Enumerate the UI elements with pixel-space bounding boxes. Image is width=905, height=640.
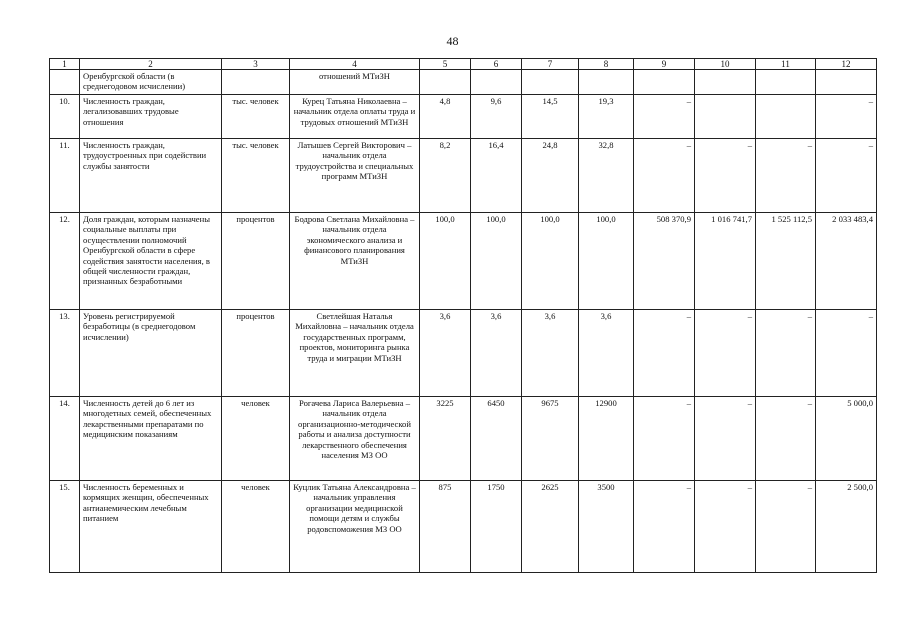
- value-cell: [522, 70, 579, 95]
- row-number: [50, 70, 80, 95]
- value-cell: 2 500,0: [816, 481, 877, 573]
- value-cell: 16,4: [471, 139, 522, 213]
- value-cell: [471, 70, 522, 95]
- row-number: 14.: [50, 397, 80, 481]
- column-number: 7: [522, 59, 579, 70]
- table-row: [50, 95, 877, 139]
- column-number: 1: [50, 59, 80, 70]
- value-cell: –: [634, 310, 695, 397]
- row-number: 13.: [50, 310, 80, 397]
- value-cell: 9,6: [471, 95, 522, 139]
- table-row: [50, 213, 877, 310]
- value-cell: [756, 95, 816, 139]
- column-number: 2: [80, 59, 222, 70]
- unit-of-measure: человек: [222, 397, 290, 481]
- responsible-person: отношений МТиЗН: [290, 70, 420, 95]
- value-cell: –: [695, 139, 756, 213]
- value-cell: 3500: [579, 481, 634, 573]
- responsible-person: Латышев Сергей Викторович – начальник отдела трудоустройства и специальных программ МТиЗН: [290, 139, 420, 213]
- page-number: 48: [446, 34, 459, 48]
- value-cell: 3,6: [420, 310, 471, 397]
- column-number: 3: [222, 59, 290, 70]
- row-number: 12.: [50, 213, 80, 310]
- value-cell: –: [756, 139, 816, 213]
- responsible-person: Светлейшая Наталья Михайловна – начальник отдела государственных программ, проектов, мониторинга рынка труда и миграции МТиЗН: [290, 310, 420, 397]
- value-cell: 6450: [471, 397, 522, 481]
- value-cell: 12900: [579, 397, 634, 481]
- value-cell: –: [695, 397, 756, 481]
- unit-of-measure: тыс. человек: [222, 95, 290, 139]
- indicator-name: Доля граждан, которым назначены социальные выплаты при осуществлении полномочий Оренбургской области в сфере содействия занятости населения, в общей численности граждан, признанных безработными: [80, 213, 222, 310]
- value-cell: 19,3: [579, 95, 634, 139]
- table-row: [50, 139, 877, 213]
- value-cell: 100,0: [579, 213, 634, 310]
- indicators-table: [49, 58, 877, 573]
- value-cell: 9675: [522, 397, 579, 481]
- value-cell: –: [634, 95, 695, 139]
- value-cell: 100,0: [420, 213, 471, 310]
- value-cell: 8,2: [420, 139, 471, 213]
- table-row: [50, 310, 877, 397]
- column-number: 10: [695, 59, 756, 70]
- indicator-name: Численность беременных и кормящих женщин, обеспеченных антианемическим лечебным питанием: [80, 481, 222, 573]
- value-cell: 24,8: [522, 139, 579, 213]
- row-number: 10.: [50, 95, 80, 139]
- value-cell: 875: [420, 481, 471, 573]
- value-cell: 32,8: [579, 139, 634, 213]
- column-number: 5: [420, 59, 471, 70]
- value-cell: 3,6: [579, 310, 634, 397]
- value-cell: –: [695, 481, 756, 573]
- value-cell: [756, 70, 816, 95]
- value-cell: 3,6: [471, 310, 522, 397]
- responsible-person: Куцлик Татьяна Александровна – начальник управления организации медицинской помощи детям и службы родовспоможения МЗ ОО: [290, 481, 420, 573]
- unit-of-measure: процентов: [222, 310, 290, 397]
- unit-of-measure: [222, 70, 290, 95]
- indicator-name: Численность детей до 6 лет из многодетных семей, обеспеченных лекарственными препаратами по медицинским показаниям: [80, 397, 222, 481]
- unit-of-measure: тыс. человек: [222, 139, 290, 213]
- responsible-person: Бодрова Светлана Михайловна – начальник отдела экономического анализа и финансового планирования МТиЗН: [290, 213, 420, 310]
- value-cell: 2625: [522, 481, 579, 573]
- value-cell: [695, 70, 756, 95]
- value-cell: [634, 70, 695, 95]
- value-cell: 100,0: [522, 213, 579, 310]
- column-number: 4: [290, 59, 420, 70]
- value-cell: 508 370,9: [634, 213, 695, 310]
- responsible-person: Курец Татьяна Николаевна – начальник отдела оплаты труда и трудовых отношений МТиЗН: [290, 95, 420, 139]
- value-cell: [816, 70, 877, 95]
- value-cell: 3225: [420, 397, 471, 481]
- column-number: 6: [471, 59, 522, 70]
- responsible-person: Рогачева Лариса Валерьевна – начальник отдела организационно-методической работы и анализа доступности лекарственного обеспечения населения МЗ ОО: [290, 397, 420, 481]
- value-cell: 3,6: [522, 310, 579, 397]
- value-cell: –: [816, 310, 877, 397]
- value-cell: –: [695, 310, 756, 397]
- column-numbers-row: [50, 59, 877, 70]
- value-cell: [579, 70, 634, 95]
- value-cell: –: [634, 481, 695, 573]
- table-row: [50, 70, 877, 95]
- value-cell: [420, 70, 471, 95]
- unit-of-measure: процентов: [222, 213, 290, 310]
- row-number: 15.: [50, 481, 80, 573]
- table-row: [50, 397, 877, 481]
- value-cell: 1750: [471, 481, 522, 573]
- column-number: 12: [816, 59, 877, 70]
- indicator-name: Уровень регистрируемой безработицы (в среднегодовом исчислении): [80, 310, 222, 397]
- value-cell: 100,0: [471, 213, 522, 310]
- value-cell: 5 000,0: [816, 397, 877, 481]
- value-cell: 1 016 741,7: [695, 213, 756, 310]
- value-cell: –: [756, 397, 816, 481]
- value-cell: 2 033 483,4: [816, 213, 877, 310]
- indicator-name: Оренбургской области (в среднегодовом исчислении): [80, 70, 222, 95]
- value-cell: 14,5: [522, 95, 579, 139]
- table-row: [50, 481, 877, 573]
- value-cell: –: [756, 481, 816, 573]
- value-cell: 1 525 112,5: [756, 213, 816, 310]
- indicator-name: Численность граждан, легализовавших трудовые отношения: [80, 95, 222, 139]
- indicator-name: Численность граждан, трудоустроенных при содействии службы занятости: [80, 139, 222, 213]
- value-cell: 4,8: [420, 95, 471, 139]
- value-cell: –: [634, 397, 695, 481]
- column-number: 8: [579, 59, 634, 70]
- value-cell: –: [816, 139, 877, 213]
- value-cell: –: [634, 139, 695, 213]
- value-cell: –: [816, 95, 877, 139]
- value-cell: –: [756, 310, 816, 397]
- column-number: 11: [756, 59, 816, 70]
- unit-of-measure: человек: [222, 481, 290, 573]
- column-number: 9: [634, 59, 695, 70]
- row-number: 11.: [50, 139, 80, 213]
- value-cell: [695, 95, 756, 139]
